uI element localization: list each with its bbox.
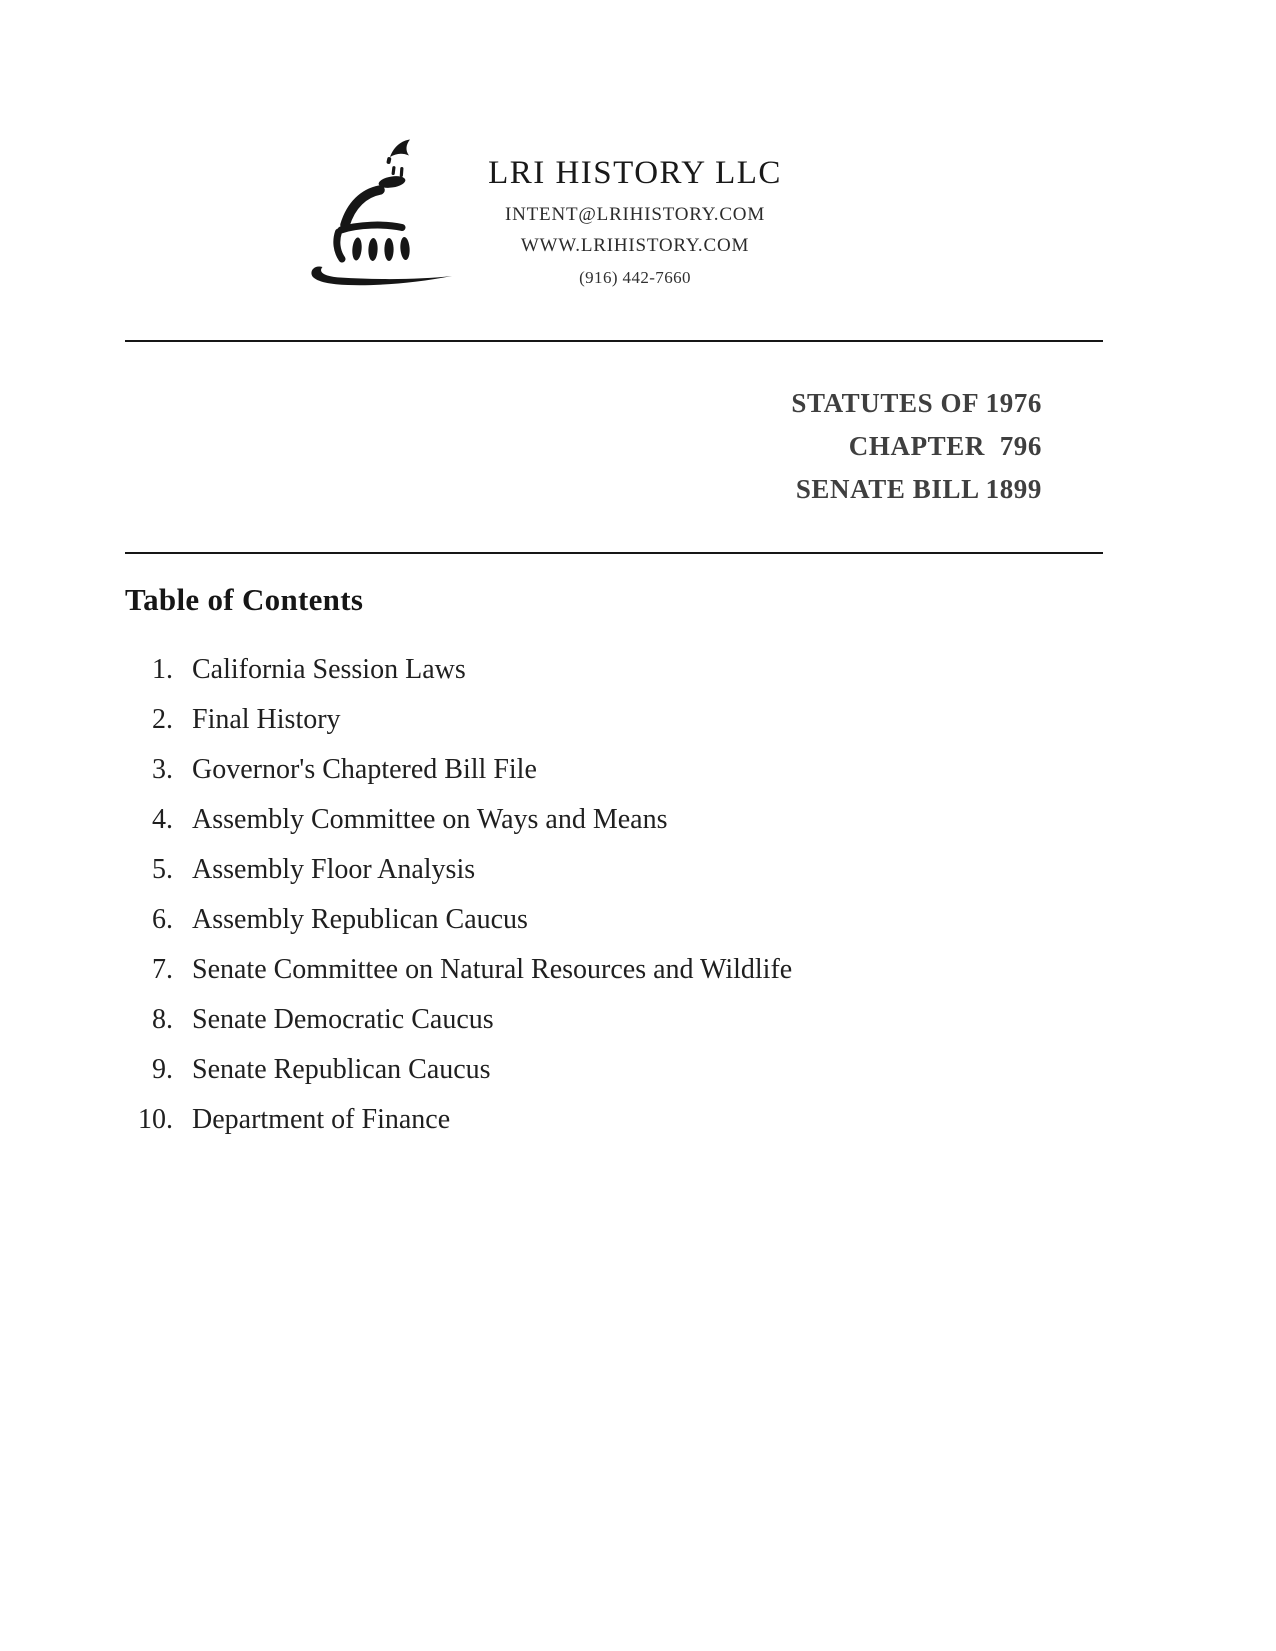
toc-item-9 xyxy=(113,1045,792,1095)
toc-item-number: 2. xyxy=(152,704,173,735)
toc-list xyxy=(113,645,792,1145)
toc-item-number: 10. xyxy=(138,1104,173,1135)
company-name: LRI HISTORY LLC xyxy=(488,155,782,191)
toc-item-label: Final History xyxy=(192,704,341,735)
letterhead xyxy=(440,153,830,289)
toc-item-label: Department of Finance xyxy=(192,1104,451,1135)
toc-item-label: Senate Committee on Natural Resources and Wildlife xyxy=(192,954,793,985)
toc-title: Table of Contents xyxy=(125,582,364,617)
toc-item-1 xyxy=(113,645,792,695)
toc-item-number: 1. xyxy=(152,654,173,685)
toc-item-number: 5. xyxy=(152,854,173,885)
toc-item-number: 6. xyxy=(152,904,173,935)
statute-line-chapter: CHAPTER 796 xyxy=(848,431,1042,461)
toc-item-6 xyxy=(113,895,792,945)
company-phone: (916) 442-7660 xyxy=(579,268,691,287)
toc-item-label: Senate Republican Caucus xyxy=(192,1054,491,1085)
toc-item-number: 8. xyxy=(152,1004,173,1035)
statute-line-statutes: STATUTES OF 1976 xyxy=(791,388,1042,418)
toc-item-number: 3. xyxy=(152,754,173,785)
toc-item-4 xyxy=(113,795,792,845)
toc-item-2 xyxy=(113,695,792,745)
toc-item-label: Senate Democratic Caucus xyxy=(192,1004,494,1035)
company-website: WWW.LRIHISTORY.COM xyxy=(520,235,750,256)
toc-item-10 xyxy=(113,1095,792,1145)
toc-item-label: Assembly Floor Analysis xyxy=(192,854,476,885)
toc-item-7 xyxy=(113,945,792,995)
statute-line-bill: SENATE BILL 1899 xyxy=(795,474,1042,504)
toc-item-8 xyxy=(113,995,792,1045)
toc-item-3 xyxy=(113,745,792,795)
toc-item-number: 4. xyxy=(152,804,173,835)
divider-bottom xyxy=(125,552,1103,554)
toc-item-label: Governor's Chaptered Bill File xyxy=(192,754,537,785)
toc-item-number: 9. xyxy=(152,1054,173,1085)
toc-item-5 xyxy=(113,845,792,895)
toc-item-number: 7. xyxy=(152,954,173,985)
toc-item-label: Assembly Committee on Ways and Means xyxy=(192,804,668,835)
statute-block xyxy=(125,382,1042,511)
toc-item-label: Assembly Republican Caucus xyxy=(192,904,528,935)
toc-item-label: California Session Laws xyxy=(192,654,466,685)
divider-top xyxy=(125,340,1103,342)
company-email: INTENT@LRIHISTORY.COM xyxy=(504,204,766,225)
